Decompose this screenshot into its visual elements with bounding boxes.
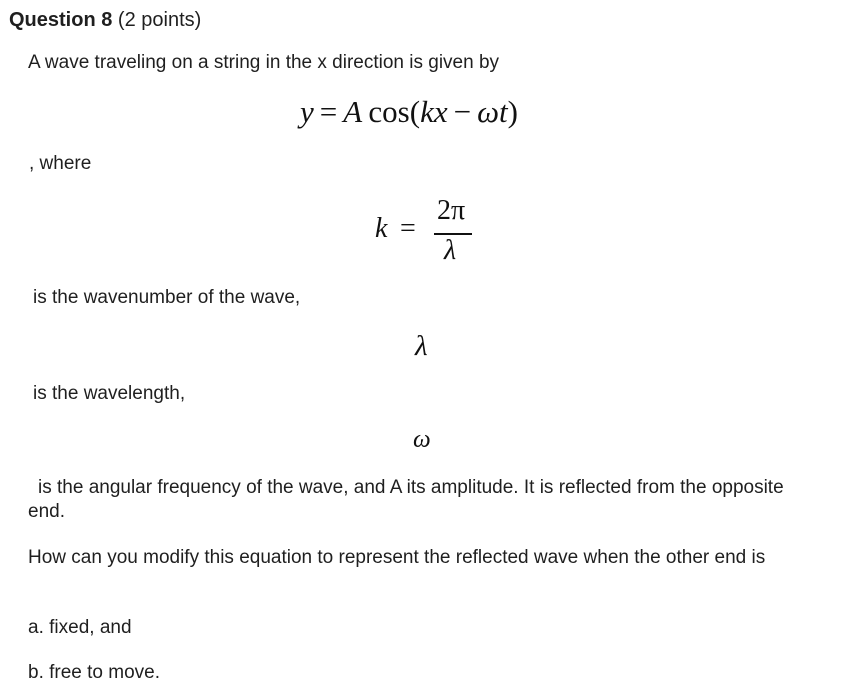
intro-text: A wave traveling on a string in the x direction is given by (28, 52, 500, 73)
question-title: Question 8 (9, 9, 113, 31)
lambda-symbol (415, 330, 428, 363)
k-symbol: k (375, 213, 388, 244)
omega-symbol (413, 426, 431, 454)
k-equals: = (400, 213, 416, 244)
wave-equation (300, 94, 518, 130)
eq-x: x (433, 94, 448, 129)
option-a: a. fixed, and (28, 617, 132, 638)
fraction-denominator: λ (444, 235, 457, 266)
fraction-numerator: 2π (437, 195, 466, 226)
question-header (9, 9, 201, 32)
question-prompt: How can you modify this equation to represent the reflected wave when the other end is (28, 547, 766, 568)
eq-close-paren: ) (507, 94, 518, 129)
eq-t: t (498, 94, 508, 129)
eq-minus: − (453, 94, 472, 129)
where-text: , where (29, 153, 92, 174)
wavelength-description: is the wavelength, (33, 383, 186, 404)
eq-amplitude: A (343, 94, 363, 129)
eq-equals: = (319, 94, 338, 129)
option-b: b. free to move. (28, 662, 161, 683)
wavenumber-description: is the wavenumber of the wave, (33, 287, 301, 308)
eq-omega: ω (477, 94, 499, 129)
angular-frequency-description: is the angular frequency of the wave, and A its amplitude. It is reflected from the opposite end. (28, 477, 784, 522)
eq-y: y (300, 94, 314, 129)
eq-cos: cos( (368, 94, 421, 129)
omega-glyph: ω (413, 426, 431, 453)
question-points: (2 points) (117, 9, 202, 31)
lambda-glyph: λ (415, 330, 428, 362)
eq-k: k (420, 94, 434, 129)
